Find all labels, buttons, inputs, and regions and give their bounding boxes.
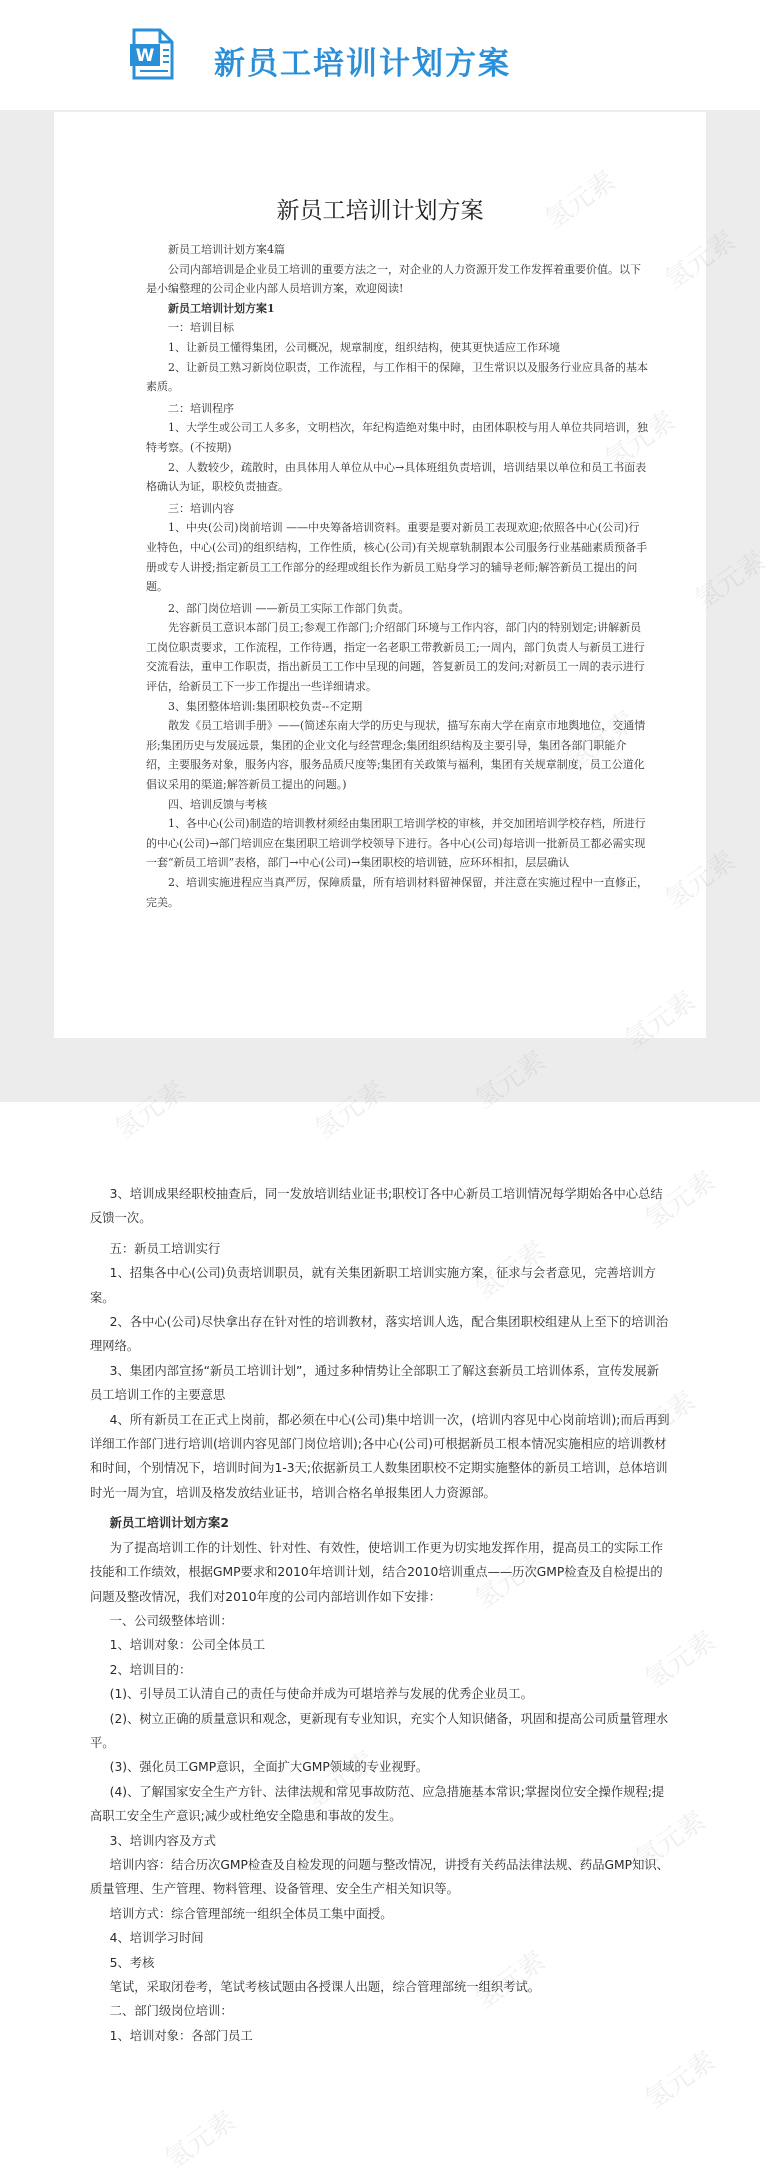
watermark-text: 氢元素 [629, 1805, 711, 1876]
paragraph: (1)、引导员工认清自己的责任与使命并成为可堪培养与发展的优秀企业员工。 [109, 1687, 533, 1702]
paragraph: 1、各中心(公司)制造的培训教材须经由集团职工培训学校的审核，并交加团培训学校存档，所进行的中心(公司)→部门培训应在集团职工培训学校领导下进行。各中心(公司)每培训一批新员工都必需实现一套“新员工培训”表格，部门→中心(公司)→集团职校的培训链，应环环相扣，层层确认 [146, 817, 646, 870]
watermark-text: 氢元素 [639, 2045, 721, 2116]
document-continuation [90, 1182, 670, 2048]
paragraph: (2)、树立正确的质量意识和观念，更新现有专业知识，充实个人知识储备，巩固和提高公司质量管理水平。 [90, 1711, 669, 1750]
header-title: 新员工培训计划方案 [214, 46, 511, 82]
paragraph: 2、部门岗位培训 ——新员工实际工作部门负责。 [168, 601, 410, 615]
watermark-text: 氢元素 [639, 1165, 721, 1236]
paragraph: 公司内部培训是企业员工培训的重要方法之一，对企业的人力资源开发工作发挥着重要价值。以下是小编整理的公司企业内部人员培训方案，欢迎阅读! [146, 262, 641, 296]
watermark-text: 氢元素 [619, 1385, 701, 1456]
paragraph: 2、让新员工熟习新岗位职责，工作流程，与工作相干的保障，卫生常识以及服务行业应具备的基本素质。 [146, 360, 648, 394]
watermark-text: 氢元素 [469, 1545, 551, 1616]
paragraph: 4、所有新员工在正式上岗前，都必须在中心(公司)集中培训一次，(培训内容见中心岗前培训);而后再到详细工作部门进行培训(培训内容见部门岗位培训);各中心(公司)可根据新员工根本情况实施相应的培训教材和时间，个别情况下，培训时间为1-3天;依据新员工人数集团职校不定期实施整体的新员工培训，总体培训时光一周为宜，培训及格发放结业证书，培训合格名单报集团人力资源部。 [90, 1412, 670, 1500]
watermark-text: 氢元素 [469, 1235, 551, 1306]
paragraph: 二：培训程序 [168, 401, 234, 415]
paragraph: 3、培训成果经职校抽查后，同一发放培训结业证书;职校订各中心新员工培训情况每学期始各中心总结反馈一次。 [90, 1187, 663, 1226]
paragraph: 新员工培训计划方案4篇 [168, 243, 285, 256]
paragraph: 先容新员工意识本部门员工;参观工作部门;介绍部门环境与工作内容，部门内的特别划定;讲解新员工岗位职责要求，工作流程，工作待遇，指定一名老职工带教新员工;一周内，部门负责人与新员工进行交流看法，重申工作职责，指出新员工工作中呈现的问题，答复新员工的发问;对新员工一周的表示进行评估，给新员工下一步工作提出一些详细请求。 [146, 621, 645, 694]
watermark-text: 氢元素 [109, 1075, 191, 1146]
paragraph: 5、考核 [109, 1955, 155, 1970]
paragraph: 1、让新员工懂得集团，公司概况，规章制度，组织结构，使其更快适应工作环境 [168, 340, 560, 354]
paragraph: 3、培训内容及方式 [109, 1833, 216, 1848]
paragraph: 1、大学生或公司工人多多，文明档次，年纪构造绝对集中时，由团体职校与用人单位共同培训，独特考察。(不按期) [146, 421, 648, 454]
watermark-text: 氢元素 [469, 1945, 551, 2016]
paragraph: 1、培训对象：各部门员工 [109, 2028, 253, 2043]
paragraph: 一：培训目标 [168, 321, 234, 335]
paragraph: 2、培训实施进程应当真严厉，保障质量，所有培训材料留神保留，并注意在实施过程中一直修正，完美。 [146, 876, 648, 909]
watermark-text: 氢元素 [299, 1745, 381, 1816]
paragraph: 为了提高培训工作的计划性、针对性、有效性，使培训工作更为切实地发挥作用，提高员工的实际工作技能和工作绩效，根据GMP要求和2010年培训计划，结合2010培训重点——历次GMP检查及自检提出的问题及整改情况，我们对2010年度的公司内部培训作如下安排： [90, 1540, 664, 1604]
paragraph: 3、集团整体培训:集团职校负责--不定期 [168, 699, 363, 713]
paragraph: 新员工培训计划方案1 [168, 301, 275, 315]
paragraph: 散发《员工培训手册》——(简述东南大学的历史与现状，描写东南大学在南京市地舆地位，交通情形;集团历史与发展远景，集团的企业文化与经营理念;集团组织结构及主要引导，集团各部门职能介绍，主要服务对象，服务内容，服务品质尺度等;集团有关政策与福利，集团有关规章制度，员工公道化倡议采用的渠道;解答新员工提出的问题。) [146, 719, 646, 792]
paragraph: 新员工培训计划方案2 [109, 1516, 229, 1531]
paragraph: 2、各中心(公司)尽快拿出存在针对性的培训教材，落实培训人选，配合集团职校组建从上至下的培训治理网络。 [90, 1315, 669, 1354]
paragraph: 1、中央(公司)岗前培训 ——中央筹备培训资料。重要是要对新员工表现欢迎;依照各中心(公司)行业特色，中心(公司)的组织结构，工作性质，核心(公司)有关规章轨制跟本公司服务行业基础素质预备手册或专人讲授;指定新员工工作部分的经理或组长作为新员工贴身学习的辅导老师;解答新员工提出的问题。 [146, 521, 648, 594]
paragraph: 1、培训对象：公司全体员工 [109, 1638, 266, 1653]
paragraph: 2、人数较少，疏散时，由具体用人单位从中心→具体班组负责培训，培训结果以单位和员工书面表格确认为证，职校负责抽查。 [146, 460, 647, 494]
paragraph: 五：新员工培训实行 [109, 1241, 221, 1256]
paragraph: 一、公司级整体培训： [109, 1613, 233, 1628]
document-body [146, 240, 648, 912]
paragraph: 二、部门级岗位培训： [109, 2004, 233, 2019]
paragraph: (3)、强化员工GMP意识，全面扩大GMP领域的专业视野。 [109, 1760, 429, 1775]
paragraph: 四、培训反馈与考核 [168, 797, 267, 811]
paragraph: 笔试，采取闭卷考，笔试考核试题由各授课人出题，综合管理部统一组织考试。 [109, 1980, 541, 1994]
watermark-text: 氢元素 [159, 2105, 241, 2176]
header [0, 0, 760, 110]
paragraph: 三：培训内容 [168, 501, 234, 515]
paragraph: 2、培训目的： [109, 1662, 192, 1677]
watermark-text: 氢元素 [639, 1625, 721, 1696]
document-page [54, 112, 706, 1038]
watermark-text: 氢元素 [309, 1075, 391, 1146]
paragraph: 4、培训学习时间 [109, 1931, 204, 1946]
paragraph: 1、招集各中心(公司)负责培训职员，就有关集团新职工培训实施方案，征求与会者意见，完善培训方案。 [90, 1266, 656, 1305]
paragraph: (4)、了解国家安全生产方针、法律法规和常见事故防范、应急措施基本常识;掌握岗位安全操作规程;提高职工安全生产意识;减少或杜绝安全隐患和事故的发生。 [90, 1784, 665, 1824]
paragraph: 培训方式：综合管理部统一组织全体员工集中面授。 [109, 1906, 393, 1921]
svg-text:W: W [135, 46, 155, 66]
paragraph: 3、集团内部宣扬“新员工培训计划”，通过多种情势让全部职工了解这套新员工培训体系，宣传发展新员工培训工作的主要意思 [90, 1363, 660, 1403]
document-title: 新员工培训计划方案 [276, 198, 484, 224]
paragraph: 培训内容：结合历次GMP检查及自检发现的问题与整改情况，讲授有关药品法律法规、药品GMP知识、质量管理、生产管理、物料管理、设备管理、安全生产相关知识等。 [90, 1857, 669, 1897]
word-document-icon [130, 28, 174, 80]
